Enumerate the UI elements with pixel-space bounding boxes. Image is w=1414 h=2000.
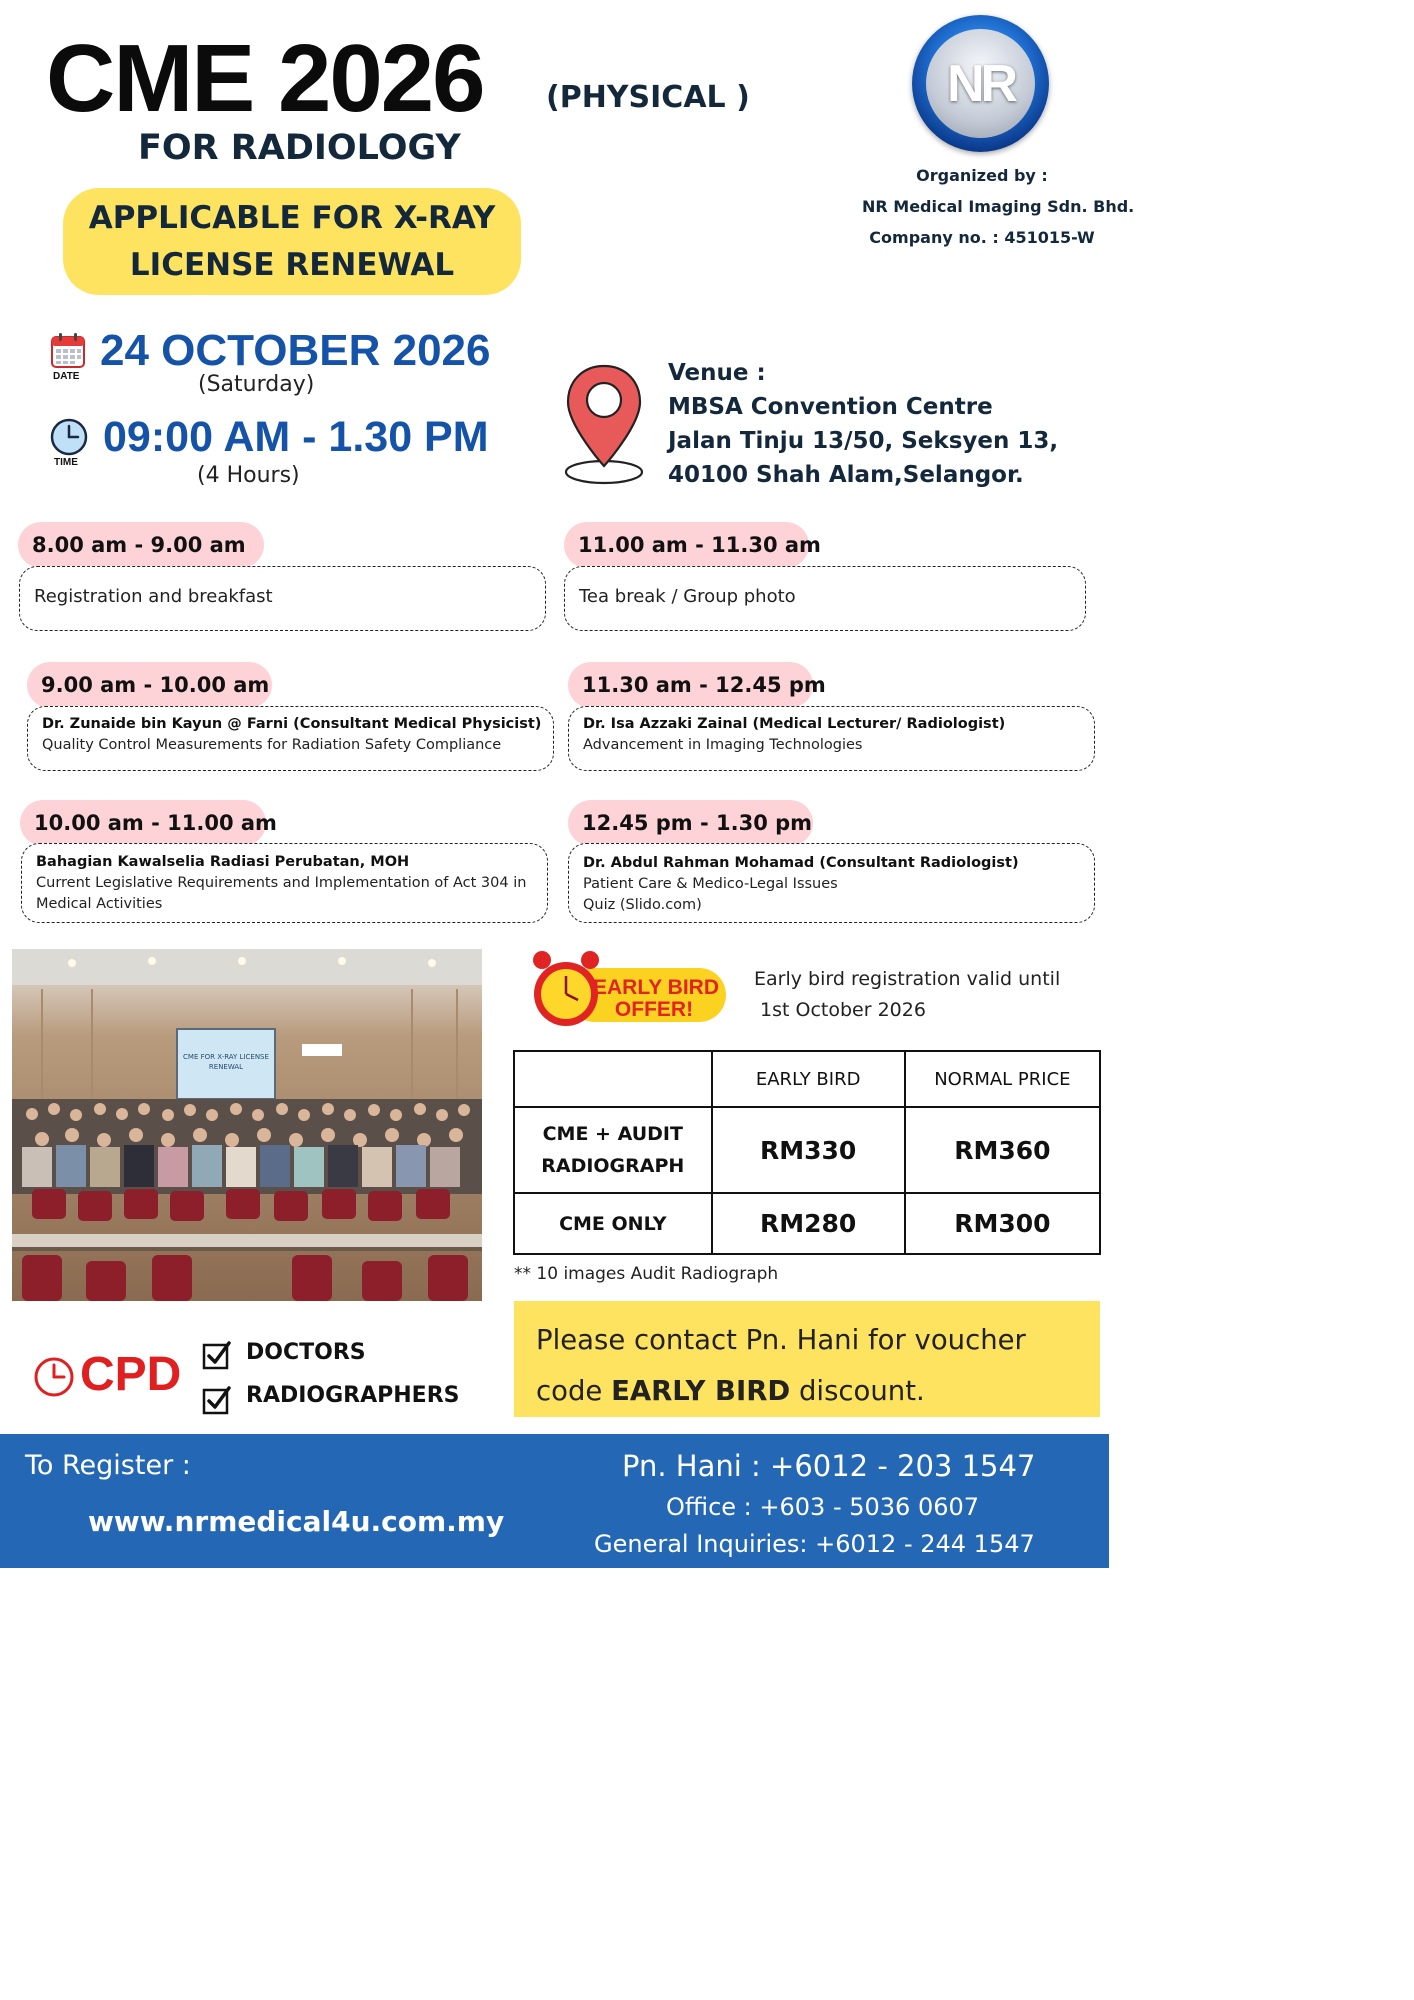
venue-line-1: MBSA Convention Centre — [668, 394, 993, 420]
organizer-name: NR Medical Imaging Sdn. Bhd. — [862, 197, 1135, 216]
event-title: CME 2026 — [46, 25, 484, 132]
contact-general-phone[interactable]: General Inquiries: +6012 - 244 1547 — [594, 1530, 1035, 1558]
organizer-block — [862, 160, 1135, 253]
price-header-early-bird: EARLY BIRD — [712, 1051, 905, 1107]
voucher-code: EARLY BIRD — [611, 1375, 791, 1407]
logo-text: NR — [946, 54, 1015, 113]
cpd-item-doctors: DOCTORS — [246, 1340, 366, 1365]
schedule-slot-6 — [568, 843, 1095, 923]
alarm-clock-icon — [528, 938, 728, 1033]
schedule-text-4: Tea break / Group photo — [579, 586, 796, 607]
price-row-label-line-1: CME + AUDIT — [542, 1123, 683, 1145]
license-renewal-text: APPLICABLE FOR X-RAY LICENSE RENEWAL — [88, 199, 496, 283]
schedule-slot-2 — [27, 706, 554, 771]
audit-note: ** 10 images Audit Radiograph — [514, 1264, 779, 1284]
event-duration: (4 Hours) — [197, 463, 300, 488]
schedule-topic-6: Patient Care & Medico-Legal Issues — [583, 876, 838, 892]
schedule-topic-6b: Quiz (Slido.com) — [583, 897, 702, 913]
price-header-blank — [514, 1051, 712, 1107]
price-normal-cme-audit: RM360 — [905, 1107, 1100, 1193]
svg-text:RENEWAL: RENEWAL — [208, 1063, 244, 1071]
clock-icon — [33, 1356, 75, 1398]
price-row-label-line-2: RADIOGRAPH — [541, 1155, 685, 1177]
early-bird-validity — [754, 964, 1060, 1026]
price-row-cme-only — [514, 1193, 1100, 1254]
schedule-time-2: 9.00 am - 10.00 am — [27, 662, 272, 708]
license-renewal-badge — [63, 188, 521, 295]
schedule-time-5: 11.30 am - 12.45 pm — [568, 662, 813, 708]
schedule-time-1: 8.00 am - 9.00 am — [18, 522, 264, 568]
location-pin-icon — [562, 362, 646, 486]
price-table — [513, 1050, 1101, 1255]
organizer-company-no: Company no. : 451015-W — [869, 228, 1095, 247]
schedule-text-1: Registration and breakfast — [34, 586, 273, 607]
contact-office-phone[interactable]: Office : +603 - 5036 0607 — [666, 1493, 980, 1521]
venue-block — [668, 356, 1058, 492]
date-icon-label: DATE — [53, 371, 80, 382]
voucher-suffix: discount. — [790, 1375, 925, 1407]
cpd-item-radiographers: RADIOGRAPHERS — [246, 1383, 460, 1408]
register-website-link[interactable]: www.nrmedical4u.com.my — [88, 1505, 505, 1538]
venue-label: Venue : — [668, 360, 766, 386]
schedule-speaker-3: Bahagian Kawalselia Radiasi Perubatan, MOH — [36, 854, 410, 870]
voucher-prefix: Please contact Pn. Hani for voucher code — [536, 1324, 1026, 1407]
event-date: 24 OCTOBER 2026 — [100, 326, 491, 375]
price-early-cme-audit: RM330 — [712, 1107, 905, 1193]
calendar-icon — [49, 331, 87, 369]
event-subtitle: FOR RADIOLOGY — [138, 128, 461, 168]
schedule-speaker-6: Dr. Abdul Rahman Mohamad (Consultant Radiologist) — [583, 855, 1019, 871]
photo-screen-text: CME FOR X-RAY LICENSE — [183, 1053, 269, 1061]
contact-hani-phone[interactable]: Pn. Hani : +6012 - 203 1547 — [622, 1449, 1036, 1483]
price-early-cme-only: RM280 — [712, 1193, 905, 1254]
price-row-label — [514, 1107, 712, 1193]
checkbox-checked-icon — [202, 1385, 232, 1415]
early-bird-badge-line-1: EARLY BIRD — [592, 976, 720, 999]
clock-icon — [50, 418, 88, 456]
cpd-label: CPD — [80, 1348, 182, 1401]
schedule-time-6: 12.45 pm - 1.30 pm — [568, 800, 813, 846]
voucher-contact-text — [536, 1315, 1078, 1417]
checkbox-checked-icon — [202, 1340, 232, 1370]
price-normal-cme-only: RM300 — [905, 1193, 1100, 1254]
price-header-normal: NORMAL PRICE — [905, 1051, 1100, 1107]
schedule-topic-5: Advancement in Imaging Technologies — [583, 737, 863, 753]
schedule-speaker-5: Dr. Isa Azzaki Zainal (Medical Lecturer/ Radiologist) — [583, 716, 1006, 732]
venue-line-2: Jalan Tinju 13/50, Seksyen 13, — [668, 428, 1059, 454]
time-icon-label: TIME — [54, 457, 78, 468]
schedule-topic-3: Current Legislative Requirements and Implementation of Act 304 in Medical Activities — [36, 875, 527, 912]
schedule-time-4: 11.00 am - 11.30 am — [564, 522, 809, 568]
schedule-topic-2: Quality Control Measurements for Radiation Safety Compliance — [42, 737, 502, 753]
schedule-slot-4 — [564, 566, 1086, 631]
schedule-slot-5 — [568, 706, 1095, 771]
event-day: (Saturday) — [198, 372, 315, 397]
register-label: To Register : — [25, 1450, 191, 1481]
price-row-cme-audit — [514, 1107, 1100, 1193]
schedule-slot-3 — [21, 843, 548, 923]
voucher-contact-note — [514, 1301, 1100, 1417]
group-photo — [12, 949, 482, 1301]
schedule-slot-1 — [19, 566, 546, 631]
early-bird-badge-line-2: OFFER! — [614, 998, 694, 1021]
venue-line-3: 40100 Shah Alam,Selangor. — [668, 462, 1024, 488]
schedule-time-3: 10.00 am - 11.00 am — [20, 800, 266, 846]
event-mode: (PHYSICAL ) — [546, 80, 750, 115]
price-row-label: CME ONLY — [514, 1193, 712, 1254]
schedule-speaker-2: Dr. Zunaide bin Kayun @ Farni (Consultant Medical Physicist) — [42, 716, 542, 732]
early-bird-valid-line-1: Early bird registration valid until — [754, 968, 1061, 990]
early-bird-valid-line-2: 1st October 2026 — [754, 999, 926, 1021]
price-table-header-row — [514, 1051, 1100, 1107]
nr-logo-icon — [912, 15, 1049, 152]
event-time: 09:00 AM - 1.30 PM — [103, 413, 489, 461]
organizer-label: Organized by : — [916, 166, 1048, 185]
